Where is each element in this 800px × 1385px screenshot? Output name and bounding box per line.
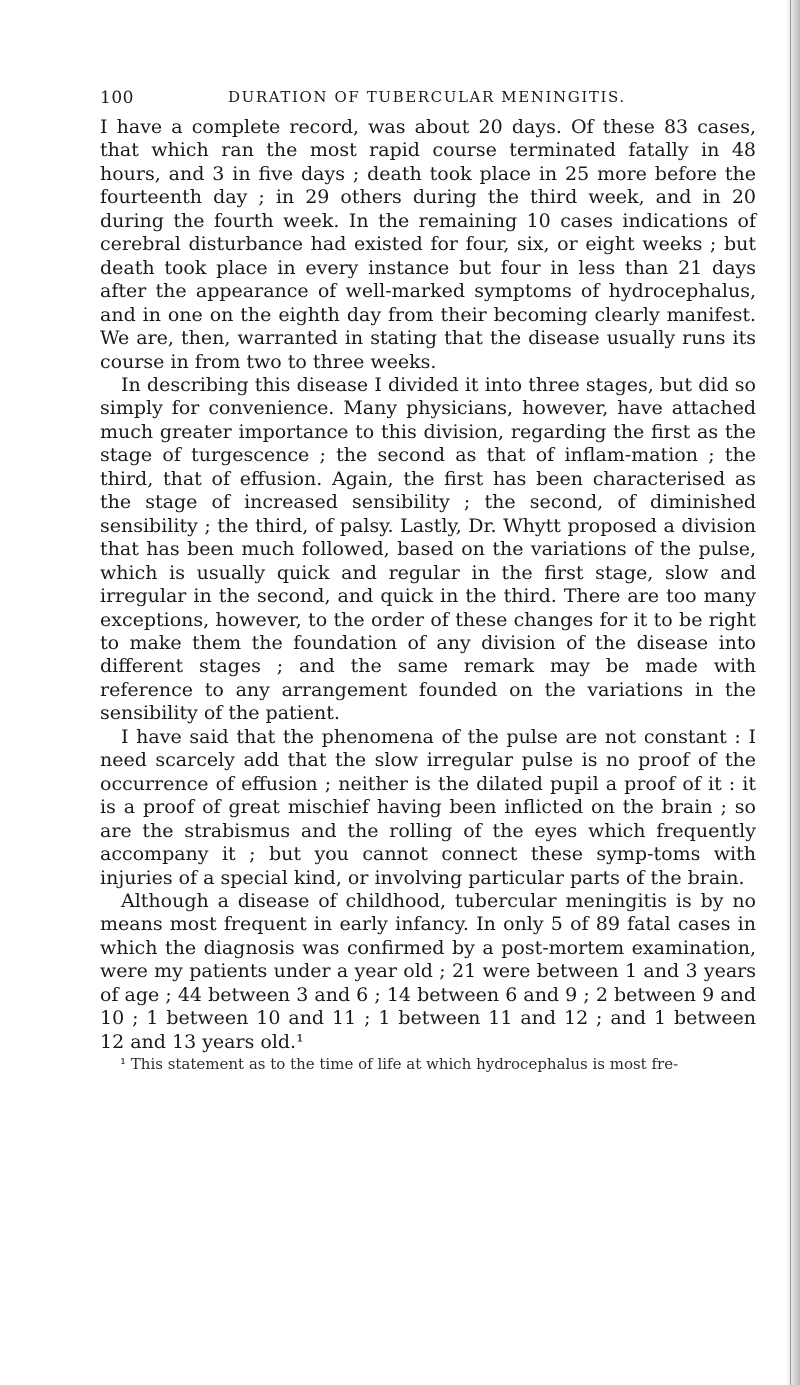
running-title: DURATION OF TUBERCULAR MENINGITIS. xyxy=(228,88,626,106)
footnote: ¹ This statement as to the time of life at which hydrocephalus is most fre- xyxy=(120,1055,679,1074)
paragraph-3: I have said that the phenomena of the pulse are not constant : I need scarcely add that the slow irregular pulse is no proof of the occurrence of effusion ; neither is the dilated pupil a proof of it : it is a proof of great mischief having been inflicted on the brain ; so are the strabismus and the rolling of the eyes which frequently accompany it ; but you cannot connect these symp-toms with injuries of a special kind, or involving particular parts of the brain. xyxy=(100,725,756,889)
paragraph-1: I have a complete record, was about 20 days. Of these 83 cases, that which ran the most rapid course terminated fatally in 48 hours, and 3 in five days ; death took place in 25 more before the fourteenth day ; in 29 others during the third week, and in 20 during the fourth week. In the remaining 10 cases indications of cerebral disturbance had existed for four, six, or eight weeks ; but death took place in every instance but four in less than 21 days after the appearance of well-marked symptoms of hydrocephalus, and in one on the eighth day from their becoming clearly manifest. We are, then, warranted in stating that the disease usually runs its course in from two to three weeks. xyxy=(100,116,756,373)
page-edge-shadow xyxy=(786,0,800,1385)
paragraph-2: In describing this disease I divided it into three stages, but did so simply for convenience. Many physicians, however, have attached much greater importance to this division, regarding the first as the stage of turgescence ; the second as that of inflam-mation ; the third, that of effusion. Again, the first has been characterised as the stage of increased sensibility ; the second, of diminished sensibility ; the third, of palsy. Lastly, Dr. Whytt proposed a division that has been much followed, based on the variations of the pulse, which is usually quick and regular in the first stage, slow and irregular in the second, and quick in the third. There are too many exceptions, however, to the order of these changes for it to be right to make them the foundation of any division of the disease into different stages ; and the same remark may be made with reference to any arrangement founded on the variations in the sensibility of the patient. xyxy=(100,373,756,725)
page-header xyxy=(100,88,754,114)
page-edge-line xyxy=(790,0,791,1385)
body-text xyxy=(100,116,756,1074)
paragraph-4: Although a disease of childhood, tubercular meningitis is by no means most frequent in early infancy. In only 5 of 89 fatal cases in which the diagnosis was confirmed by a post-mortem examination, were my patients under a year old ; 21 were between 1 and 3 years of age ; 44 between 3 and 6 ; 14 between 6 and 9 ; 2 between 9 and 10 ; 1 between 10 and 11 ; 1 between 11 and 12 ; and 1 between 12 and 13 years old.¹ xyxy=(100,889,756,1053)
page-number: 100 xyxy=(100,88,134,108)
